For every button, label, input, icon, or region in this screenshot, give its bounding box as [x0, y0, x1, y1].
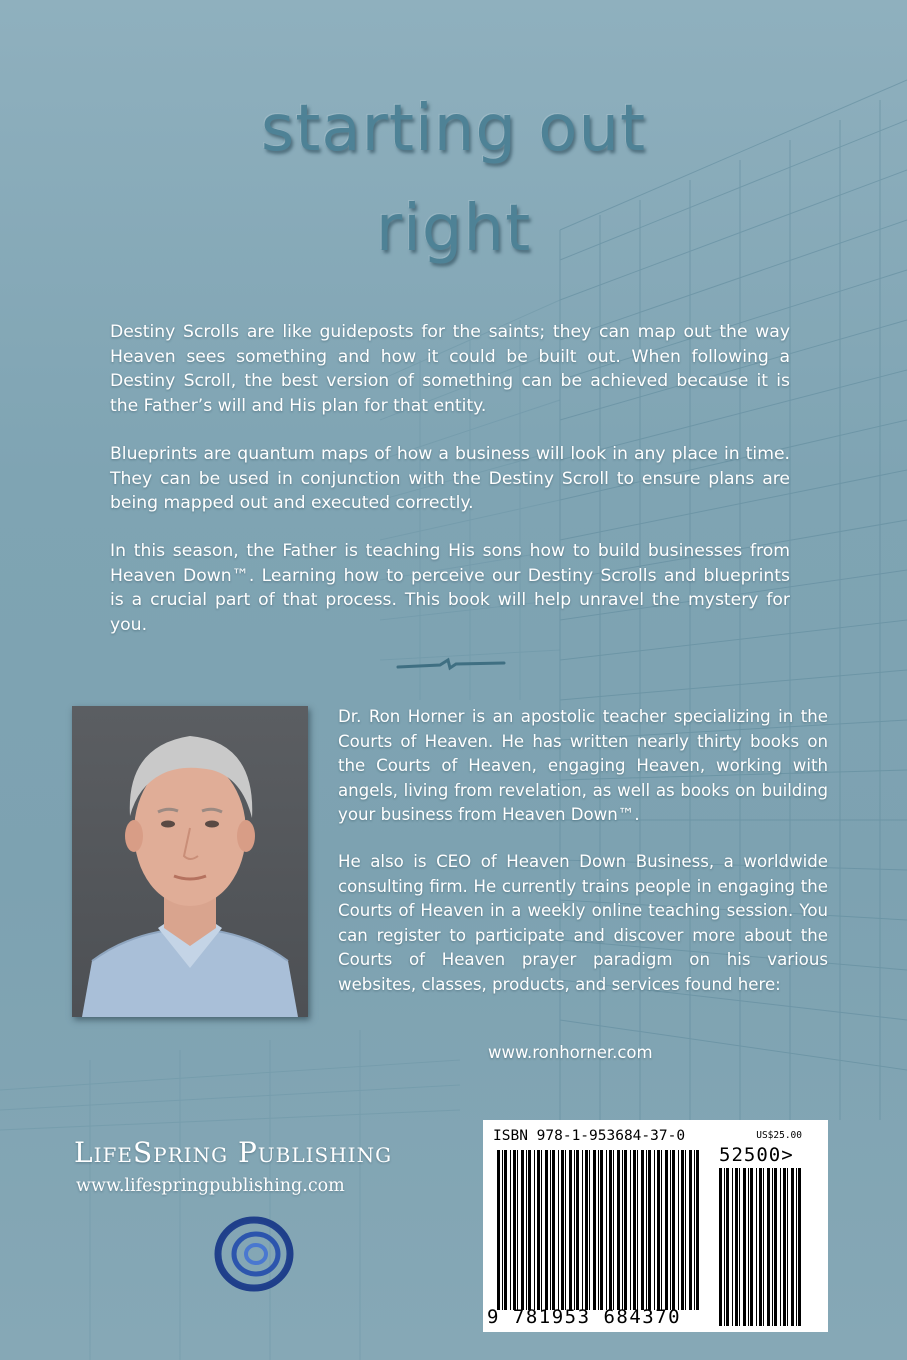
divider-ornament: [396, 656, 506, 674]
barcode-bar: [537, 1150, 540, 1310]
barcode-bar: [763, 1168, 764, 1326]
barcode-bar: [756, 1168, 757, 1326]
barcode-bar: [569, 1150, 572, 1310]
barcode-bar: [657, 1150, 660, 1310]
barcode-bar: [565, 1150, 566, 1310]
barcode-bar: [724, 1168, 725, 1326]
barcode-bar: [606, 1150, 607, 1310]
barcode-bar: [694, 1150, 695, 1310]
barcode-bar: [585, 1150, 588, 1310]
barcode-bar: [502, 1150, 503, 1310]
barcode-bar: [696, 1150, 699, 1310]
barcode-bar: [637, 1150, 638, 1310]
barcode-bar: [759, 1168, 762, 1326]
description-paragraph-3: In this season, the Father is teaching His sons how to build businesses from Heaven Down™. Learning how to perceive our Destiny Scrolls and blueprints is a crucial part of that process. This book will help unravel the mystery for you.: [110, 541, 790, 636]
barcode-bar: [582, 1150, 583, 1310]
barcode-bar: [510, 1150, 511, 1310]
author-bio-paragraph-2: He also is CEO of Heaven Down Business, a worldwide consulting firm. He currently trains people in engaging the Courts of Heaven in a weekly online teaching session. You can register to participate and discover more about the Courts of Heaven prayer paradigm on his various websites, classes, products, and services found here:: [338, 852, 828, 994]
barcode-bar: [633, 1150, 636, 1310]
barcode-bar: [678, 1150, 679, 1310]
barcode-bar: [545, 1150, 548, 1310]
barcode-bar: [552, 1150, 555, 1310]
barcode-bar: [526, 1150, 527, 1310]
barcode-bar: [735, 1168, 738, 1326]
barcode-bar: [550, 1150, 551, 1310]
barcode-bar: [783, 1168, 786, 1326]
barcode-bar: [796, 1168, 797, 1326]
author-photo: [72, 706, 308, 1017]
barcode-bar: [521, 1150, 524, 1310]
barcode-bar: [743, 1168, 746, 1326]
barcode-bar: [600, 1150, 603, 1310]
barcode-bar: [517, 1150, 518, 1310]
barcode-bar: [561, 1150, 564, 1310]
barcode-bar: [750, 1168, 753, 1326]
publisher-name: LifeSpring Publishing: [74, 1136, 393, 1169]
barcode-bar: [622, 1150, 623, 1310]
barcode-bar: [672, 1150, 675, 1310]
barcode-bar: [767, 1168, 770, 1326]
barcode-bar: [541, 1150, 542, 1310]
publisher-website-link[interactable]: www.lifespringpublishing.com: [76, 1176, 345, 1196]
barcode-bar: [589, 1150, 590, 1310]
barcode-bar: [630, 1150, 631, 1310]
barcode-bar: [534, 1150, 535, 1310]
barcode-bar: [609, 1150, 612, 1310]
isbn-label: ISBN 978-1-953684-37-0: [493, 1128, 686, 1144]
barcode-bar: [613, 1150, 614, 1310]
ean-digits: 9 781953 684370: [487, 1306, 682, 1328]
book-title-line-1: starting out: [260, 92, 647, 166]
price-code: 52500>: [719, 1144, 794, 1166]
barcode-bar: [528, 1150, 531, 1310]
barcode-bar: [665, 1150, 668, 1310]
barcode-bar: [719, 1168, 722, 1326]
barcode-bar: [670, 1150, 671, 1310]
barcode-bar: [685, 1150, 686, 1310]
barcode-bar: [774, 1168, 777, 1326]
barcode-bar: [593, 1150, 596, 1310]
barcode-bar: [624, 1150, 627, 1310]
author-bio-paragraph-1: Dr. Ron Horner is an apostolic teacher specializing in the Courts of Heaven. He has written nearly thirty books on the Courts of Heaven, engaging Heaven, working with angels, living from revelation, as well as books on building your business from Heaven Down™.: [338, 707, 828, 825]
barcode-bar: [646, 1150, 647, 1310]
author-website-link[interactable]: www.ronhorner.com: [488, 1043, 653, 1062]
barcode-bar: [791, 1168, 794, 1326]
barcode-bar: [497, 1150, 500, 1310]
barcode-bar: [689, 1150, 692, 1310]
barcode-bar: [798, 1168, 801, 1326]
barcode-bar: [598, 1150, 599, 1310]
barcode-bar: [558, 1150, 559, 1310]
publisher-logo-icon: [214, 1214, 294, 1294]
barcode-bar: [513, 1150, 516, 1310]
description-paragraph-2: Blueprints are quantum maps of how a business will look in any place in time. They can be used in conjunction with the Destiny Scroll to ensure plans are being mapped out and executed correctly.: [110, 444, 790, 514]
barcode-bar: [641, 1150, 644, 1310]
barcode-bar: [739, 1168, 740, 1326]
barcode-bar: [772, 1168, 773, 1326]
barcode-bar: [574, 1150, 575, 1310]
barcode-bar: [661, 1150, 662, 1310]
barcode-bar: [732, 1168, 733, 1326]
description-paragraph-1: Destiny Scrolls are like guideposts for the saints; they can map out the way Heaven sees something and how it could be built out. When following a Destiny Scroll, the best version of something can be achieved because it is the Father’s will and His plan for that entity.: [110, 322, 790, 417]
price-label: US$25.00: [756, 1130, 802, 1141]
barcode-bar: [748, 1168, 749, 1326]
barcode-bars-addon: [719, 1168, 801, 1326]
barcode-bar: [681, 1150, 684, 1310]
book-title-line-2: right: [375, 192, 532, 266]
barcode-bar: [504, 1150, 507, 1310]
barcode-bar: [654, 1150, 655, 1310]
barcode-bar: [780, 1168, 781, 1326]
barcode-bar: [726, 1168, 729, 1326]
barcode-bar: [648, 1150, 651, 1310]
barcode-bar: [617, 1150, 620, 1310]
isbn-barcode: [483, 1120, 828, 1332]
barcode-bar: [576, 1150, 579, 1310]
barcode-bars-main: [497, 1150, 703, 1310]
barcode-bar: [787, 1168, 788, 1326]
